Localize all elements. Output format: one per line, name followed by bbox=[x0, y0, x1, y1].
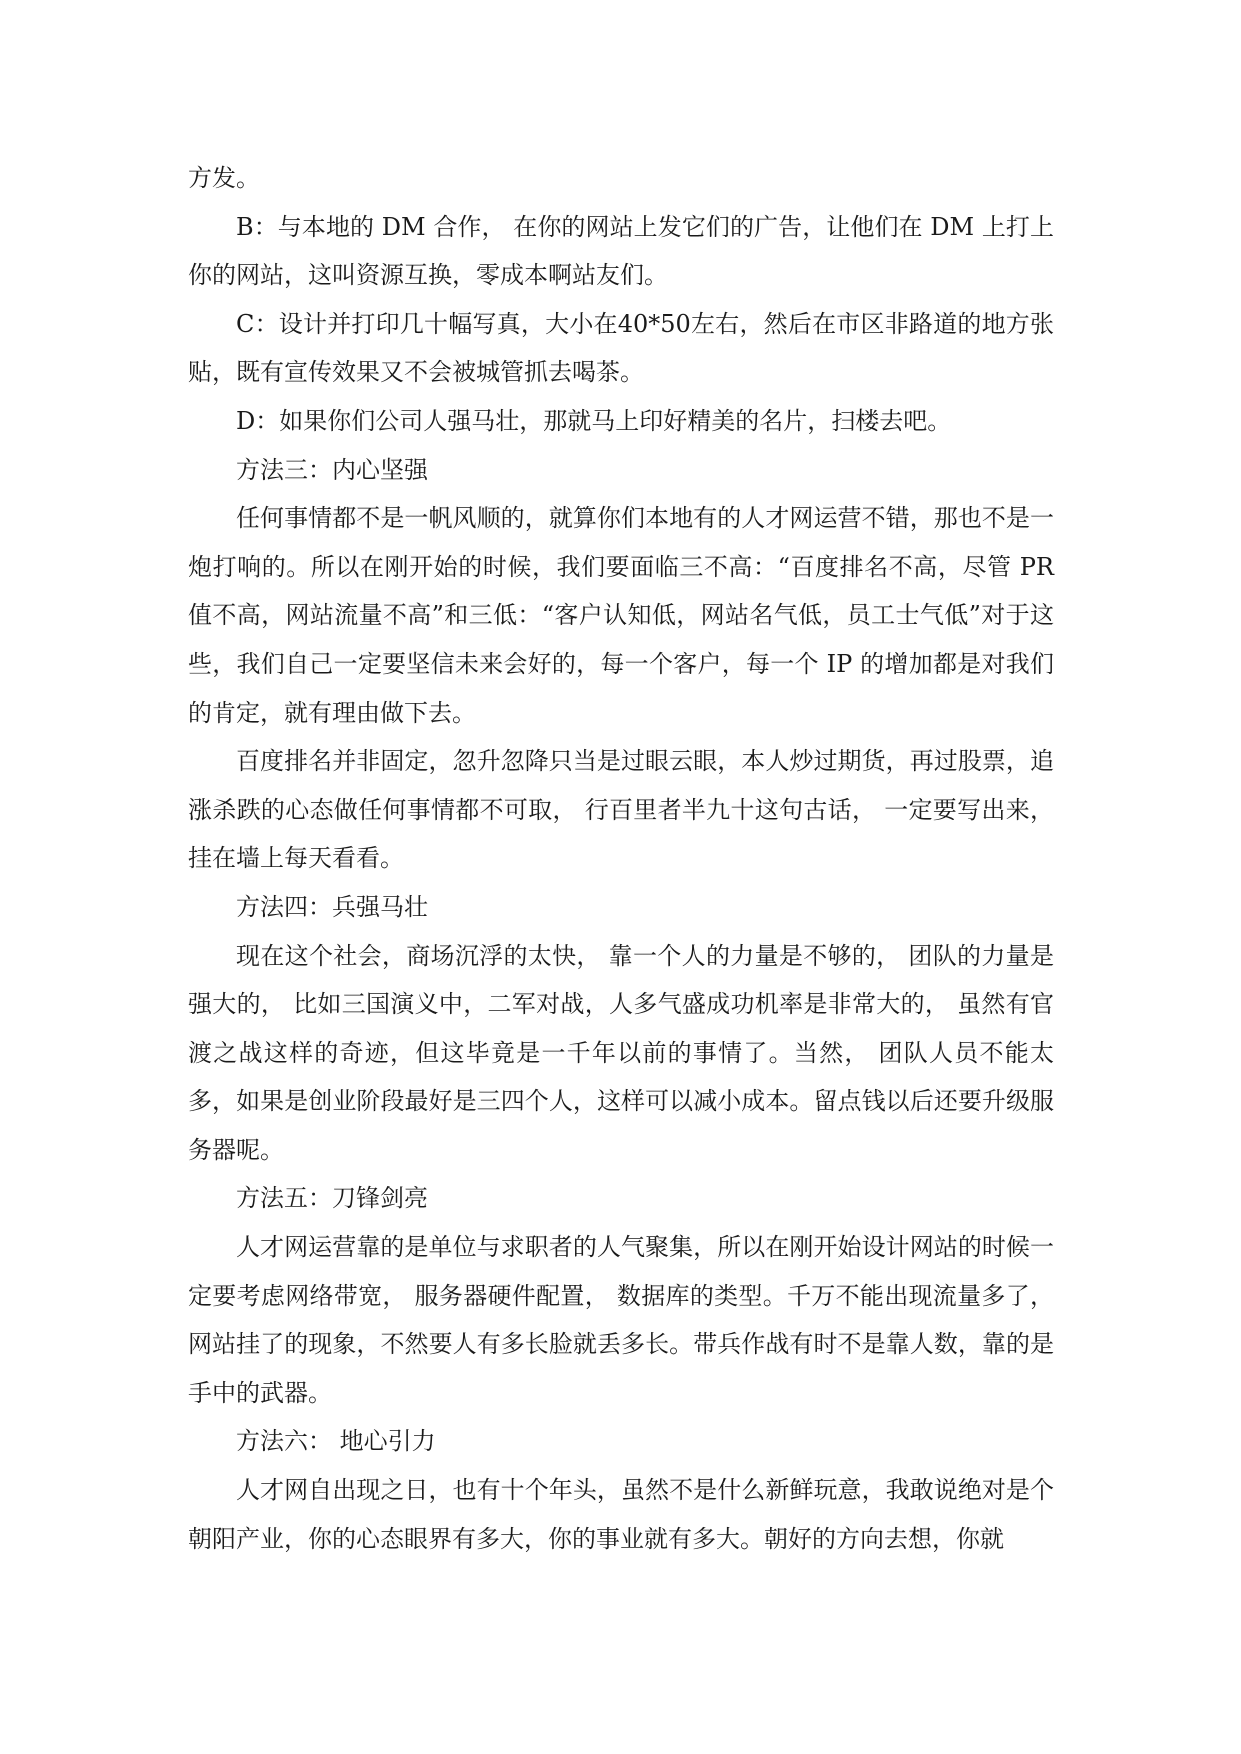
paragraph-item-b: B：与本地的 DM 合作， 在你的网站上发它们的广告，让他们在 DM 上打上你的网站，这叫资源互换，零成本啊站友们。 bbox=[188, 212, 1054, 290]
document-body bbox=[188, 154, 1054, 1563]
section-heading-method-4: 方法四：兵强马壮 bbox=[236, 892, 428, 921]
section-heading-method-5: 方法五：刀锋剑亮 bbox=[236, 1184, 428, 1213]
paragraph-method-6-body: 人才网自出现之日，也有十个年头，虽然不是什么新鲜玩意，我敢说绝对是个朝阳产业，你的心态眼界有多大，你的事业就有多大。朝好的方向去想，你就 bbox=[188, 1476, 1054, 1553]
paragraph-method-5-body: 人才网运营靠的是单位与求职者的人气聚集，所以在刚开始设计网站的时候一定要考虑网络带宽， 服务器硬件配置， 数据库的类型。千万不能出现流量多了，网站挂了的现象，不然要人有多长脸就丢多长。带兵作战有时不是靠人数，靠的是手中的武器。 bbox=[188, 1233, 1054, 1407]
paragraph-item-d: D：如果你们公司人强马壮，那就马上印好精美的名片，扫楼去吧。 bbox=[236, 406, 952, 435]
paragraph-item-c: C：设计并打印几十幅写真，大小在40*50左右，然后在市区非路道的地方张贴，既有宣传效果又不会被城管抓去喝茶。 bbox=[188, 309, 1054, 387]
paragraph-method-3-body-1: 任何事情都不是一帆风顺的，就算你们本地有的人才网运营不错，那也不是一炮打响的。所以在刚开始的时候，我们要面临三不高：“百度排名不高，尽管 PR 值不高，网站流量不高”和三低：“客户认知低，网站名气低，员工士气低”对于这些，我们自己一定要坚信未来会好的，每一个客户，每一个 IP 的增加都是对我们的肯定，就有理由做下去。 bbox=[188, 504, 1054, 727]
section-heading-method-6: 方法六： 地心引力 bbox=[236, 1427, 436, 1456]
section-heading-method-3: 方法三：内心坚强 bbox=[236, 455, 428, 484]
paragraph-method-4-body: 现在这个社会，商场沉浮的太快， 靠一个人的力量是不够的， 团队的力量是强大的， 比如三国演义中，二军对战，人多气盛成功机率是非常大的， 虽然有官渡之战这样的奇迹，但这毕竟是一千年以前的事情了。当然， 团队人员不能太多，如果是创业阶段最好是三四个人，这样可以减小成本。留点钱以后还要升级服务器呢。 bbox=[188, 941, 1054, 1164]
paragraph-method-3-body-2: 百度排名并非固定，忽升忽降只当是过眼云眼，本人炒过期货，再过股票，追涨杀跌的心态做任何事情都不可取， 行百里者半九十这句古话， 一定要写出来，挂在墙上每天看看。 bbox=[188, 747, 1054, 873]
paragraph-continuation: 方发。 bbox=[188, 164, 260, 192]
